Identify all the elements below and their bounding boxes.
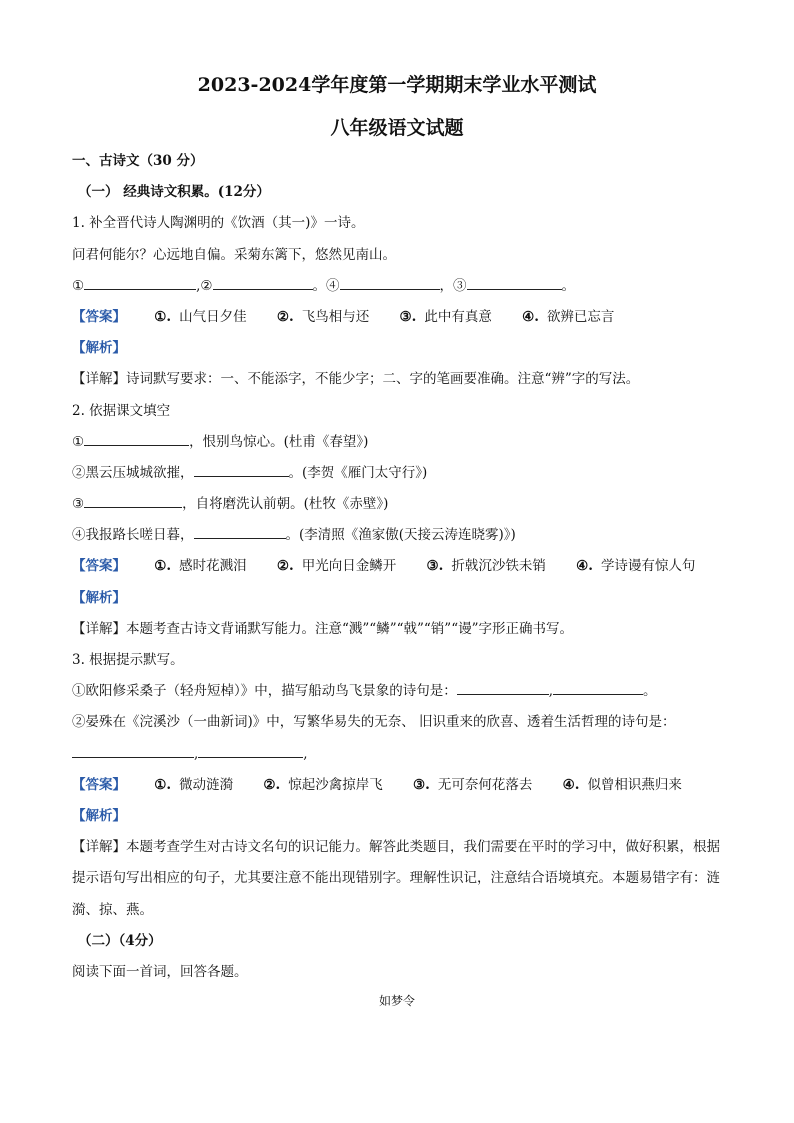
answer-item: ②. 惊起沙禽掠岸飞 <box>263 776 383 793</box>
answer-item: ④. 欲辨已忘言 <box>522 308 615 325</box>
blank-marker: ,② <box>196 277 213 294</box>
answer-item: ②. 甲光向日金鳞开 <box>276 558 397 575</box>
answer-blank <box>84 489 182 508</box>
answer-blank <box>194 458 289 477</box>
detail-text: 本题考查学生对古诗文名句的识记能力。解答此类题目，我们需要在平时的学习中，做好积累，根据提示语句写出相应的句子，尤其要注意不能出现错别字。理解性识记，注意结合语境填充。本题易错字有：涟漪、掠、燕。 <box>72 839 720 918</box>
answer-item: ③. 无可奈何花落去 <box>413 776 533 793</box>
exam-title: 2023-2024学年度第一学期期末学业水平测试 <box>197 74 597 96</box>
answer-item: ①. 微动涟漪 <box>154 776 234 793</box>
detail-text: 诗词默写要求：一、不能添字，不能少字；二、字的笔画要准确。注意“辨”字的写法。 <box>126 371 640 388</box>
analysis-row <box>72 583 722 614</box>
answer-row <box>72 770 722 801</box>
answer-item: ④. 似曾相识燕归来 <box>562 776 682 793</box>
answer-row <box>72 551 722 582</box>
answer-item: ①. 山气日夕佳 <box>154 308 247 325</box>
blank-marker: 。 <box>561 277 576 294</box>
answer-blank <box>340 271 440 290</box>
answer-label: 【答案】 <box>72 558 126 575</box>
answer-blank <box>72 739 194 758</box>
blank-marker: ① <box>72 277 85 294</box>
question-2-line: ③ ，自将磨洗认前朝。(杜牧《赤壁》) <box>72 489 722 520</box>
detail-row <box>72 832 722 926</box>
question-3-line: , , <box>72 739 722 770</box>
answer-item: ④. 学诗谩有惊人句 <box>576 558 696 575</box>
question-1-poem: 问君何能尔？心远地自偏。采菊东篱下，悠然见南山。 <box>72 246 396 263</box>
question-1-prompt: 1. 补全晋代诗人陶渊明的《饮酒（其一)》一诗。 <box>72 215 365 232</box>
section-heading: 一、古诗文（30 分） <box>72 153 204 169</box>
question-2-prompt: 2. 依据课文填空 <box>72 402 171 419</box>
subsection-heading: （一） 经典诗文积累。(12分） <box>78 184 270 201</box>
answer-row <box>72 302 722 333</box>
answer-item: ③. 此中有真意 <box>399 308 492 325</box>
answer-blank <box>84 271 196 290</box>
analysis-row <box>72 333 722 364</box>
blank-marker: 。④ <box>312 277 340 294</box>
detail-label: 【详解】 <box>72 371 126 388</box>
question-1-blanks <box>72 271 722 302</box>
answer-blank <box>457 676 549 695</box>
reading-prompt: 阅读下面一首词，回答各题。 <box>72 963 248 980</box>
answer-label: 【答案】 <box>72 776 126 793</box>
answer-item: ①. 感时花溅泪 <box>154 558 247 575</box>
answer-blank <box>84 427 189 446</box>
detail-row <box>72 364 722 395</box>
answer-blank <box>467 271 562 290</box>
question-2-line: ②黑云压城城欲摧， 。(李贺《雁门太守行》) <box>72 458 722 489</box>
analysis-row <box>72 801 722 832</box>
poem-title: 如梦令 <box>378 994 415 1008</box>
exam-subtitle: 八年级语文试题 <box>330 117 464 139</box>
question-2-line: ④我报路长嗟日暮， 。(李清照《渔家傲(天接云涛连晓雾)》) <box>72 520 722 551</box>
analysis-label: 【解析】 <box>72 807 126 824</box>
analysis-label: 【解析】 <box>72 589 126 606</box>
document-body <box>72 146 722 988</box>
question-3-line: ②晏殊在《浣溪沙（一曲新词)》中，写繁华易失的无奈、 旧识重来的欣喜、透着生活哲理的诗句是： <box>72 714 676 731</box>
question-3-line: ①欧阳修采桑子（轻舟短棹）》中，描写船动鸟飞景象的诗句是： , 。 <box>72 676 722 707</box>
answer-label: 【答案】 <box>72 308 126 325</box>
blank-marker: ，③ <box>439 277 467 294</box>
question-3-prompt: 3. 根据提示默写。 <box>72 652 184 668</box>
detail-label: 【详解】 <box>72 839 126 856</box>
answer-blank <box>213 271 313 290</box>
question-2-line: ① ，恨别鸟惊心。(杜甫《春望》) <box>72 427 722 458</box>
answer-blank <box>198 739 303 758</box>
answer-item: ③. 折戟沉沙铁未销 <box>426 558 546 575</box>
subsection-heading: （二）（4分） <box>78 932 162 949</box>
analysis-label: 【解析】 <box>72 340 126 357</box>
detail-row <box>72 614 722 645</box>
answer-blank <box>553 676 643 695</box>
detail-text: 本题考查古诗文背诵默写能力。注意“溅”“鳞”“戟”“销”“谩”字形正确书写。 <box>126 620 574 637</box>
detail-label: 【详解】 <box>72 620 126 637</box>
answer-item: ②. 飞鸟相与还 <box>276 308 370 325</box>
answer-blank <box>194 520 286 539</box>
